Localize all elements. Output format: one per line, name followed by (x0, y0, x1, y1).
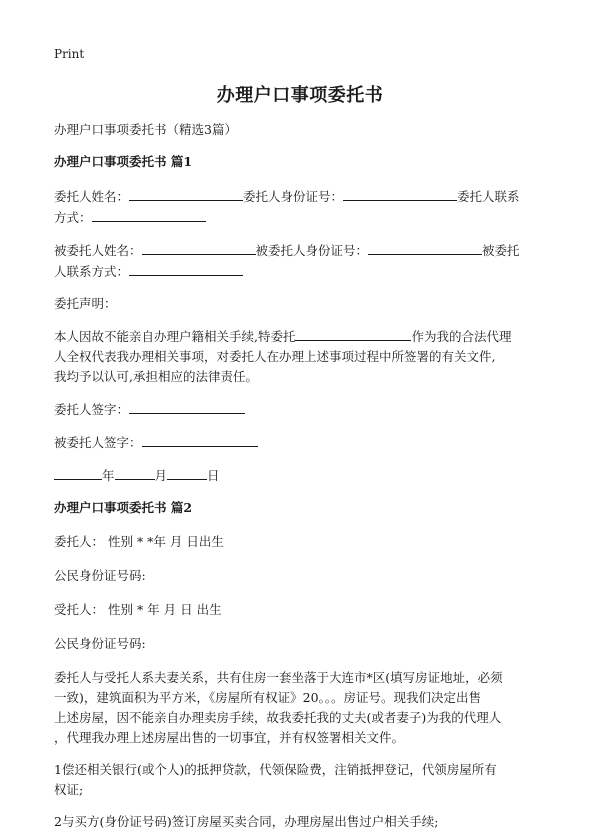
principal-name-label: 委托人姓名： (54, 189, 130, 204)
date-line (54, 465, 546, 486)
year-label: 年 (102, 468, 115, 483)
statement-line-1 (54, 326, 546, 347)
document-body (54, 120, 546, 832)
principal-name-blank (129, 186, 243, 201)
section1-heading: 办理户口事项委托书 篇1 (54, 154, 193, 169)
intro-text: 办理户口事项委托书（精选3篇） (54, 122, 237, 137)
month-label: 月 (154, 468, 168, 483)
document-title: 办理户口事项委托书 (216, 85, 384, 106)
section2-principal-line: 委托人： 性别 * *年 月 日出生 (54, 534, 224, 549)
agent-id-label: 被委托人身份证号： (255, 243, 369, 258)
principal-contact-label-cont: 方式： (54, 210, 92, 225)
section2-item-1-line-2: 权证; (54, 782, 84, 797)
section2-body-line-2: 一致)，建筑面积为平方米，《房屋所有权证》20。。。房证号。现我们决定出售 (54, 690, 482, 705)
agent-contact-label-cont: 人联系方式： (54, 264, 130, 279)
section2-body-line-3: 上述房屋，因不能亲自办理卖房手续，故我委托我的丈夫(或者妻子)为我的代理人 (54, 710, 502, 725)
principal-info-line (54, 186, 546, 207)
agent-id-blank (368, 240, 482, 255)
agent-contact-line (54, 261, 546, 282)
section2-heading: 办理户口事项委托书 篇2 (54, 500, 193, 515)
print-label[interactable]: Print (54, 47, 85, 61)
statement-label: 委托声明： (54, 296, 117, 311)
principal-contact-line (54, 207, 546, 228)
day-label: 日 (207, 468, 220, 483)
principal-contact-blank (92, 207, 206, 222)
agent-name-label: 被委托人姓名： (54, 243, 142, 258)
year-blank (54, 465, 102, 480)
statement-text-b: 作为我的合法代理 (411, 329, 512, 344)
principal-sign-label: 委托人签字： (54, 402, 130, 417)
principal-sign-line (54, 399, 546, 420)
agent-name-blank (142, 240, 256, 255)
statement-line-3: 我均予以认可,承担相应的法律责任。 (54, 369, 258, 384)
agent-sign-line (54, 432, 546, 453)
principal-id-label: 委托人身份证号： (243, 189, 344, 204)
section2-agent-line: 受托人： 性别 * 年 月 日 出生 (54, 602, 222, 617)
section2-body-line-1: 委托人与受托人系夫妻关系，共有住房一套坐落于大连市*区(填写房证地址，必须 (54, 670, 503, 685)
principal-id-blank (343, 186, 457, 201)
agent-contact-label: 被委托 (482, 243, 520, 258)
agent-sign-label: 被委托人签字： (54, 435, 142, 450)
statement-text-a: 本人因故不能亲自办理户籍相关手续,特委托 (54, 329, 296, 344)
agent-info-line (54, 240, 546, 261)
agent-sign-blank (142, 432, 258, 447)
agent-contact-blank (129, 261, 243, 276)
month-blank (115, 465, 155, 480)
principal-contact-label: 委托人联系 (457, 189, 520, 204)
statement-line-2: 人全权代表我办理相关事项，对委托人在办理上述事项过程中所签署的有关文件, (54, 349, 496, 364)
agent-name-inline-blank (295, 326, 411, 341)
section2-item-1-line-1: 1偿还相关银行(或个人)的抵押贷款，代领保险费，注销抵押登记，代领房屋所有 (54, 762, 497, 777)
principal-sign-blank (129, 399, 245, 414)
section2-principal-id-line: 公民身份证号码: (54, 568, 146, 583)
section2-item-2-line-1: 2与买方(身份证号码)签订房屋买卖合同，办理房屋出售过户相关手续; (54, 814, 439, 829)
section2-body-line-4: ，代理我办理上述房屋出售的一切事宜，并有权签署相关文件。 (54, 730, 405, 745)
section2-agent-id-line: 公民身份证号码: (54, 636, 146, 651)
day-blank (167, 465, 207, 480)
